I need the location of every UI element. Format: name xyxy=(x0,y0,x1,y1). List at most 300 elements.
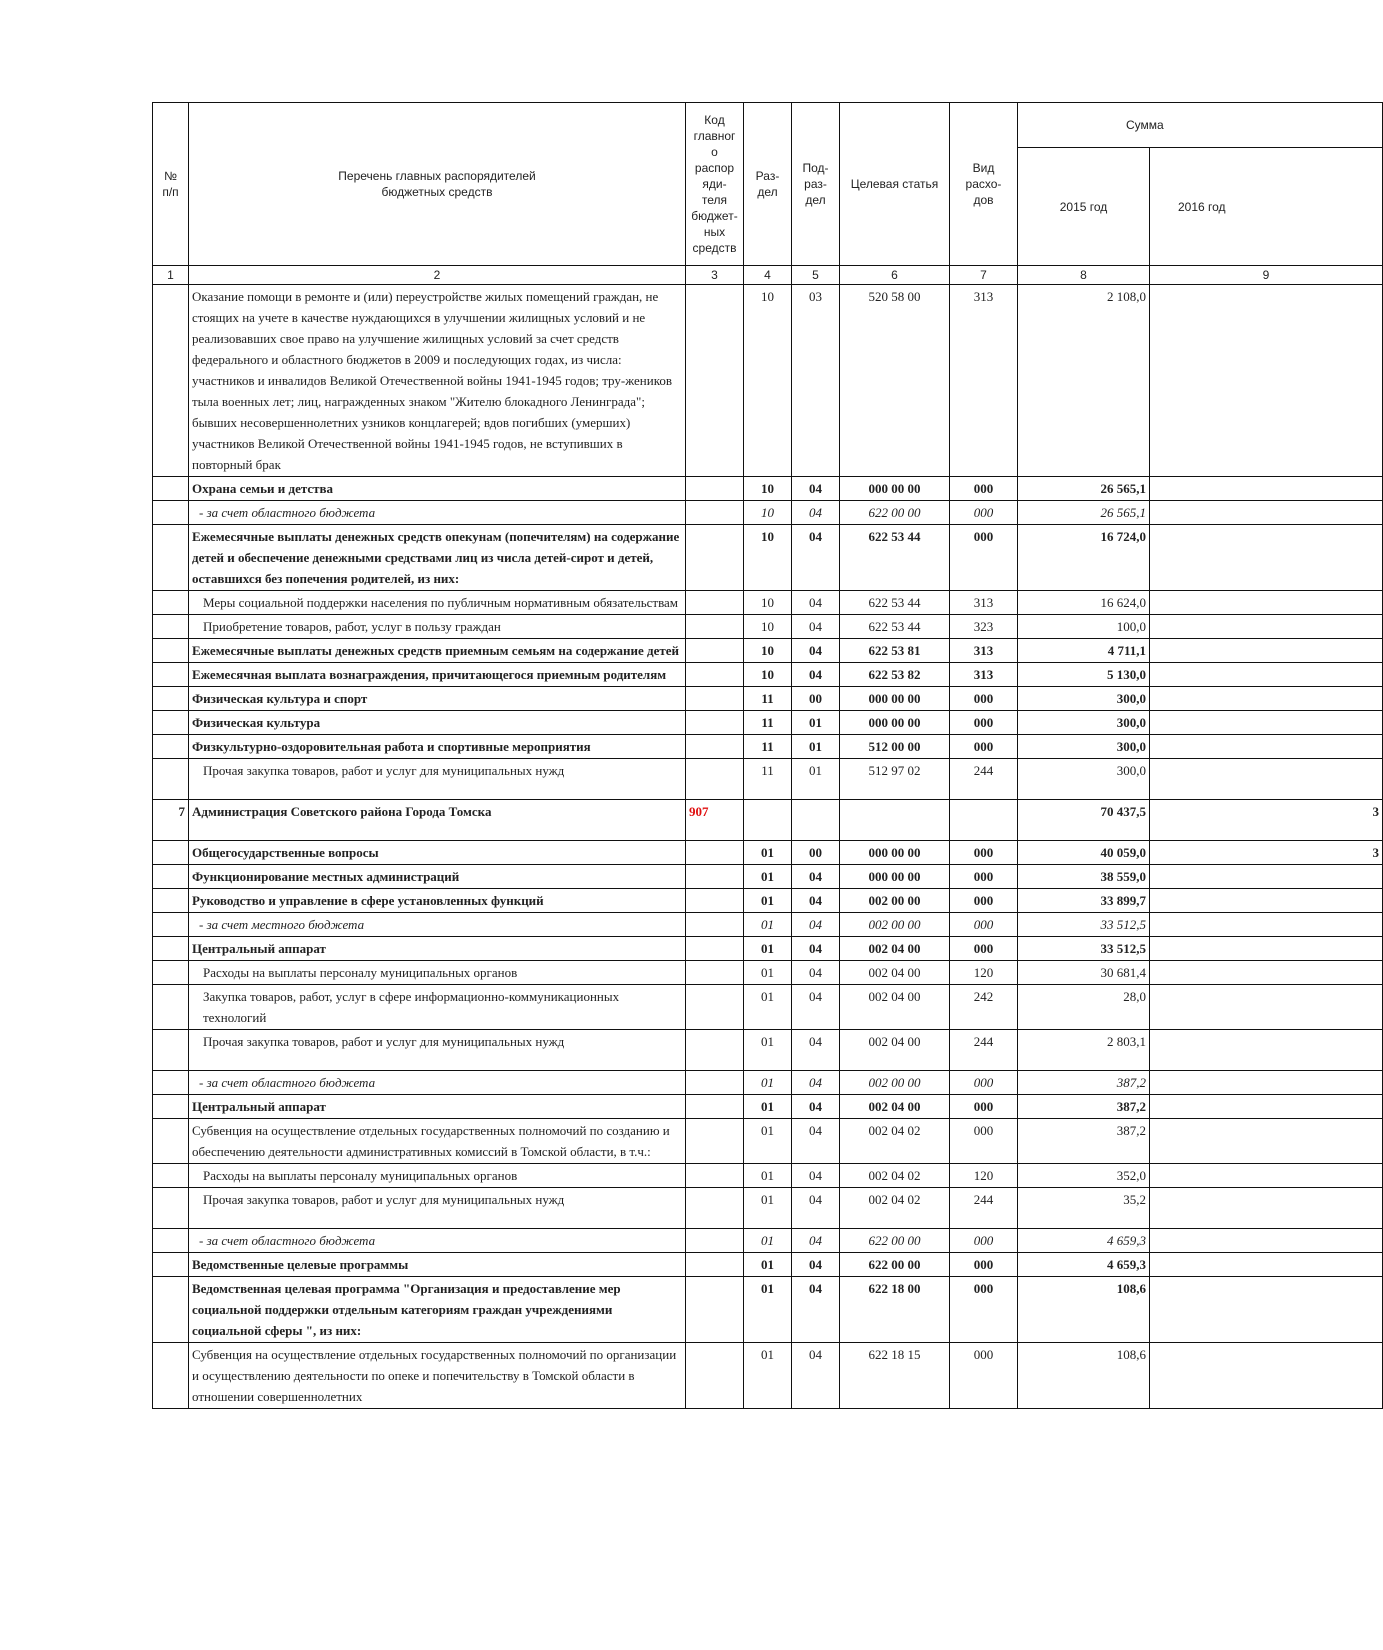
cell-s2015: 16 724,0 xyxy=(1018,525,1150,591)
cell-no xyxy=(153,591,189,615)
cell-prz: 04 xyxy=(792,1095,840,1119)
table-row xyxy=(153,525,1383,591)
cell-no xyxy=(153,759,189,800)
cell-prz: 04 xyxy=(792,477,840,501)
cell-no xyxy=(153,961,189,985)
cell-name: Ежемесячные выплаты денежных средств опекунам (попечителям) на содержание детей и обеспечение денежными средствами лиц из числа детей-сирот и детей, оставшихся без попечения родителей, из них: xyxy=(189,525,686,591)
cell-vr: 313 xyxy=(950,285,1018,477)
cell-s2016 xyxy=(1150,1188,1383,1229)
cell-no xyxy=(153,687,189,711)
cell-no xyxy=(153,525,189,591)
cell-prz: 04 xyxy=(792,615,840,639)
cell-code xyxy=(686,865,744,889)
cell-name: Охрана семьи и детства xyxy=(189,477,686,501)
cell-s2015: 26 565,1 xyxy=(1018,477,1150,501)
cell-no xyxy=(153,1229,189,1253)
header-summa: Сумма xyxy=(1018,103,1383,148)
cell-vr: 000 xyxy=(950,525,1018,591)
cell-name: Приобретение товаров, работ, услуг в пользу граждан xyxy=(189,615,686,639)
cell-cs: 000 00 00 xyxy=(840,841,950,865)
cell-s2015: 108,6 xyxy=(1018,1277,1150,1343)
cell-cs: 622 00 00 xyxy=(840,1253,950,1277)
cell-vr: 000 xyxy=(950,735,1018,759)
cell-s2015: 38 559,0 xyxy=(1018,865,1150,889)
colnum: 8 xyxy=(1018,266,1150,285)
cell-s2016 xyxy=(1150,639,1383,663)
cell-rz: 10 xyxy=(744,639,792,663)
cell-rz: 10 xyxy=(744,591,792,615)
cell-code xyxy=(686,1095,744,1119)
table-row xyxy=(153,841,1383,865)
cell-rz: 10 xyxy=(744,615,792,639)
cell-cs: 002 04 02 xyxy=(840,1188,950,1229)
cell-rz: 01 xyxy=(744,865,792,889)
cell-s2015: 4 711,1 xyxy=(1018,639,1150,663)
cell-prz: 04 xyxy=(792,1343,840,1409)
cell-no xyxy=(153,1253,189,1277)
cell-vr: 000 xyxy=(950,477,1018,501)
table-row xyxy=(153,501,1383,525)
cell-vr: 323 xyxy=(950,615,1018,639)
cell-code xyxy=(686,889,744,913)
cell-s2015: 35,2 xyxy=(1018,1188,1150,1229)
cell-no xyxy=(153,639,189,663)
cell-name: Прочая закупка товаров, работ и услуг для муниципальных нужд xyxy=(189,759,686,800)
table-row xyxy=(153,961,1383,985)
cell-s2016 xyxy=(1150,735,1383,759)
cell-code xyxy=(686,1343,744,1409)
cell-s2015: 387,2 xyxy=(1018,1119,1150,1164)
cell-rz: 01 xyxy=(744,889,792,913)
cell-cs: 002 04 00 xyxy=(840,1030,950,1071)
cell-name: Закупка товаров, работ, услуг в сфере информационно-коммуникационных технологий xyxy=(189,985,686,1030)
cell-no xyxy=(153,841,189,865)
cell-cs: 002 04 00 xyxy=(840,985,950,1030)
cell-vr: 313 xyxy=(950,663,1018,687)
cell-vr: 000 xyxy=(950,1119,1018,1164)
cell-cs: 622 53 44 xyxy=(840,615,950,639)
header-year-2015: 2015 год xyxy=(1018,148,1150,266)
cell-name: - за счет областного бюджета xyxy=(189,501,686,525)
cell-prz: 01 xyxy=(792,711,840,735)
cell-code xyxy=(686,615,744,639)
cell-cs: 622 53 81 xyxy=(840,639,950,663)
cell-name: Расходы на выплаты персоналу муниципальных органов xyxy=(189,961,686,985)
cell-prz: 04 xyxy=(792,1030,840,1071)
cell-code: 907 xyxy=(686,800,744,841)
cell-cs: 622 00 00 xyxy=(840,1229,950,1253)
cell-no xyxy=(153,1030,189,1071)
cell-no xyxy=(153,1188,189,1229)
cell-s2015: 26 565,1 xyxy=(1018,501,1150,525)
cell-s2015: 300,0 xyxy=(1018,735,1150,759)
cell-s2015: 352,0 xyxy=(1018,1164,1150,1188)
cell-s2016: 3 xyxy=(1150,800,1383,841)
cell-name: Прочая закупка товаров, работ и услуг для муниципальных нужд xyxy=(189,1188,686,1229)
cell-no xyxy=(153,1071,189,1095)
cell-name: - за счет областного бюджета xyxy=(189,1071,686,1095)
cell-vr: 000 xyxy=(950,889,1018,913)
cell-vr: 000 xyxy=(950,1277,1018,1343)
cell-no xyxy=(153,1164,189,1188)
cell-no xyxy=(153,735,189,759)
cell-prz: 04 xyxy=(792,501,840,525)
cell-prz: 04 xyxy=(792,525,840,591)
cell-prz: 04 xyxy=(792,663,840,687)
cell-prz: 04 xyxy=(792,889,840,913)
cell-no xyxy=(153,889,189,913)
cell-s2015: 33 512,5 xyxy=(1018,913,1150,937)
cell-code xyxy=(686,525,744,591)
cell-rz: 01 xyxy=(744,1119,792,1164)
cell-cs: 000 00 00 xyxy=(840,477,950,501)
cell-name: Прочая закупка товаров, работ и услуг для муниципальных нужд xyxy=(189,1030,686,1071)
cell-s2015: 387,2 xyxy=(1018,1095,1150,1119)
cell-no xyxy=(153,937,189,961)
header-num: № п/п xyxy=(153,103,189,266)
cell-name: Ведомственная целевая программа "Организация и предоставление мер социальной поддержки отдельным категориям граждан учреждениями социальной сферы ", из них: xyxy=(189,1277,686,1343)
cell-code xyxy=(686,639,744,663)
cell-name: Ежемесячная выплата вознаграждения, причитающегося приемным родителям xyxy=(189,663,686,687)
cell-rz: 01 xyxy=(744,1277,792,1343)
cell-name: Ежемесячные выплаты денежных средств приемным семьям на содержание детей xyxy=(189,639,686,663)
table-row xyxy=(153,759,1383,800)
cell-s2015: 2 803,1 xyxy=(1018,1030,1150,1071)
table-row xyxy=(153,1119,1383,1164)
table-row xyxy=(153,889,1383,913)
cell-no xyxy=(153,865,189,889)
table-row xyxy=(153,639,1383,663)
cell-s2016 xyxy=(1150,1253,1383,1277)
cell-cs: 002 04 02 xyxy=(840,1164,950,1188)
cell-name: - за счет областного бюджета xyxy=(189,1229,686,1253)
table-row xyxy=(153,913,1383,937)
header-name: Перечень главных распорядителей бюджетных средств xyxy=(189,103,686,266)
header-year-2016: 2016 год xyxy=(1150,148,1383,266)
cell-s2016 xyxy=(1150,1277,1383,1343)
cell-rz: 11 xyxy=(744,735,792,759)
cell-name: Центральный аппарат xyxy=(189,1095,686,1119)
cell-s2016 xyxy=(1150,477,1383,501)
cell-code xyxy=(686,913,744,937)
cell-name: Физическая культура и спорт xyxy=(189,687,686,711)
cell-cs: 512 97 02 xyxy=(840,759,950,800)
table-row xyxy=(153,1343,1383,1409)
cell-rz: 01 xyxy=(744,1030,792,1071)
cell-cs: 002 04 00 xyxy=(840,937,950,961)
cell-s2016 xyxy=(1150,525,1383,591)
cell-vr: 313 xyxy=(950,639,1018,663)
cell-no xyxy=(153,615,189,639)
table-row xyxy=(153,591,1383,615)
table-row xyxy=(153,1164,1383,1188)
cell-rz xyxy=(744,800,792,841)
cell-s2015: 33 512,5 xyxy=(1018,937,1150,961)
cell-rz: 01 xyxy=(744,985,792,1030)
cell-s2015: 30 681,4 xyxy=(1018,961,1150,985)
cell-rz: 10 xyxy=(744,663,792,687)
cell-name: Физическая культура xyxy=(189,711,686,735)
cell-prz: 04 xyxy=(792,1188,840,1229)
cell-prz: 04 xyxy=(792,1119,840,1164)
colnum: 6 xyxy=(840,266,950,285)
cell-rz: 10 xyxy=(744,501,792,525)
colnum: 7 xyxy=(950,266,1018,285)
cell-vr: 000 xyxy=(950,501,1018,525)
cell-code xyxy=(686,961,744,985)
cell-rz: 01 xyxy=(744,841,792,865)
cell-cs: 622 53 44 xyxy=(840,525,950,591)
cell-name: - за счет местного бюджета xyxy=(189,913,686,937)
cell-prz: 04 xyxy=(792,1277,840,1343)
table-row xyxy=(153,1188,1383,1229)
cell-no xyxy=(153,285,189,477)
cell-name: Центральный аппарат xyxy=(189,937,686,961)
cell-rz: 01 xyxy=(744,1095,792,1119)
cell-code xyxy=(686,1229,744,1253)
cell-prz: 04 xyxy=(792,591,840,615)
cell-s2016 xyxy=(1150,889,1383,913)
cell-s2015: 300,0 xyxy=(1018,759,1150,800)
cell-prz: 04 xyxy=(792,1229,840,1253)
cell-rz: 01 xyxy=(744,1229,792,1253)
cell-rz: 11 xyxy=(744,687,792,711)
cell-code xyxy=(686,285,744,477)
table-row xyxy=(153,1253,1383,1277)
cell-code xyxy=(686,591,744,615)
cell-prz: 04 xyxy=(792,1164,840,1188)
colnum: 9 xyxy=(1150,266,1383,285)
cell-s2015: 4 659,3 xyxy=(1018,1253,1150,1277)
cell-code xyxy=(686,1119,744,1164)
cell-prz: 04 xyxy=(792,639,840,663)
table-row xyxy=(153,285,1383,477)
cell-no: 7 xyxy=(153,800,189,841)
cell-rz: 01 xyxy=(744,1188,792,1229)
cell-cs: 622 53 82 xyxy=(840,663,950,687)
cell-no xyxy=(153,1095,189,1119)
cell-no xyxy=(153,1277,189,1343)
header-target: Целевая статья xyxy=(840,103,950,266)
table-body xyxy=(153,285,1383,1409)
cell-cs: 000 00 00 xyxy=(840,865,950,889)
cell-code xyxy=(686,1030,744,1071)
cell-s2016 xyxy=(1150,865,1383,889)
cell-no xyxy=(153,663,189,687)
cell-s2016 xyxy=(1150,1343,1383,1409)
cell-rz: 01 xyxy=(744,961,792,985)
cell-no xyxy=(153,711,189,735)
cell-name: Физкультурно-оздоровительная работа и спортивные мероприятия xyxy=(189,735,686,759)
cell-s2016 xyxy=(1150,985,1383,1030)
cell-vr: 244 xyxy=(950,1188,1018,1229)
cell-name: Расходы на выплаты персоналу муниципальных органов xyxy=(189,1164,686,1188)
cell-no xyxy=(153,1343,189,1409)
cell-code xyxy=(686,1277,744,1343)
header-vid: Вид расхо- дов xyxy=(950,103,1018,266)
cell-name: Общегосударственные вопросы xyxy=(189,841,686,865)
cell-cs: 002 04 00 xyxy=(840,961,950,985)
cell-name: Ведомственные целевые программы xyxy=(189,1253,686,1277)
cell-s2016 xyxy=(1150,1164,1383,1188)
cell-vr: 000 xyxy=(950,711,1018,735)
cell-prz: 01 xyxy=(792,759,840,800)
cell-vr xyxy=(950,800,1018,841)
cell-no xyxy=(153,501,189,525)
cell-rz: 10 xyxy=(744,525,792,591)
cell-cs: 002 00 00 xyxy=(840,1071,950,1095)
cell-name: Меры социальной поддержки населения по публичным нормативным обязательствам xyxy=(189,591,686,615)
cell-s2016 xyxy=(1150,663,1383,687)
colnum: 2 xyxy=(189,266,686,285)
cell-code xyxy=(686,663,744,687)
cell-s2015: 108,6 xyxy=(1018,1343,1150,1409)
cell-cs: 002 00 00 xyxy=(840,913,950,937)
cell-prz: 03 xyxy=(792,285,840,477)
cell-s2016 xyxy=(1150,937,1383,961)
cell-name: Оказание помощи в ремонте и (или) переустройстве жилых помещений граждан, не стоящих на учете в качестве нуждающихся в улучшении жилищных условий и не реализовавших свое право на улучшение жилищных условий за счет средств федерального и областного бюджетов в 2009 и последующих годах, из числа: участников и инвалидов Великой Отечественной войны 1941-1945 годов; тру-жеников тыла военных лет; лиц, награжденных знаком "Жителю блокадного Ленинграда"; бывших несовершеннолетних узников концлагерей; вдов погибших (умерших) участников Великой Отечественной войны 1941-1945 годов, не вступивших в повторный брак xyxy=(189,285,686,477)
table-row xyxy=(153,687,1383,711)
cell-prz: 04 xyxy=(792,961,840,985)
table-header xyxy=(153,103,1383,285)
cell-no xyxy=(153,985,189,1030)
cell-s2015: 300,0 xyxy=(1018,711,1150,735)
cell-code xyxy=(686,1164,744,1188)
cell-vr: 120 xyxy=(950,961,1018,985)
cell-name: Руководство и управление в сфере установленных функций xyxy=(189,889,686,913)
cell-rz: 01 xyxy=(744,1253,792,1277)
cell-code xyxy=(686,711,744,735)
cell-s2016 xyxy=(1150,687,1383,711)
cell-prz: 04 xyxy=(792,865,840,889)
cell-name: Субвенция на осуществление отдельных государственных полномочий по созданию и обеспечению деятельности административных комиссий в Томской области, в т.ч.: xyxy=(189,1119,686,1164)
table-row xyxy=(153,1229,1383,1253)
colnum: 4 xyxy=(744,266,792,285)
cell-code xyxy=(686,477,744,501)
cell-s2016 xyxy=(1150,961,1383,985)
cell-prz: 00 xyxy=(792,687,840,711)
cell-s2015: 4 659,3 xyxy=(1018,1229,1150,1253)
table-row xyxy=(153,663,1383,687)
cell-name: Администрация Советского района Города Томска xyxy=(189,800,686,841)
cell-vr: 313 xyxy=(950,591,1018,615)
cell-no xyxy=(153,913,189,937)
cell-code xyxy=(686,501,744,525)
cell-s2016 xyxy=(1150,591,1383,615)
cell-code xyxy=(686,1188,744,1229)
cell-prz: 00 xyxy=(792,841,840,865)
cell-vr: 244 xyxy=(950,1030,1018,1071)
cell-cs: 622 18 00 xyxy=(840,1277,950,1343)
cell-s2016 xyxy=(1150,501,1383,525)
budget-table-viewport xyxy=(152,102,1379,1650)
cell-s2016 xyxy=(1150,1095,1383,1119)
header-razdel: Раз- дел xyxy=(744,103,792,266)
cell-s2016 xyxy=(1150,1071,1383,1095)
cell-s2015: 40 059,0 xyxy=(1018,841,1150,865)
table-row xyxy=(153,1071,1383,1095)
column-numbers-row xyxy=(153,266,1383,285)
cell-s2016 xyxy=(1150,1229,1383,1253)
cell-rz: 11 xyxy=(744,711,792,735)
cell-vr: 000 xyxy=(950,1229,1018,1253)
cell-s2015: 5 130,0 xyxy=(1018,663,1150,687)
cell-s2016 xyxy=(1150,711,1383,735)
cell-code xyxy=(686,937,744,961)
cell-s2015: 70 437,5 xyxy=(1018,800,1150,841)
cell-vr: 244 xyxy=(950,759,1018,800)
cell-vr: 000 xyxy=(950,1071,1018,1095)
cell-code xyxy=(686,841,744,865)
cell-vr: 120 xyxy=(950,1164,1018,1188)
cell-cs: 000 00 00 xyxy=(840,687,950,711)
colnum: 1 xyxy=(153,266,189,285)
header-code: Код главног о распор яди- теля бюджет- ных средств xyxy=(686,103,744,266)
cell-s2016 xyxy=(1150,1030,1383,1071)
cell-s2016 xyxy=(1150,1119,1383,1164)
cell-rz: 01 xyxy=(744,1343,792,1409)
cell-cs: 622 00 00 xyxy=(840,501,950,525)
cell-s2016: 3 xyxy=(1150,841,1383,865)
cell-prz: 04 xyxy=(792,1071,840,1095)
cell-no xyxy=(153,477,189,501)
cell-s2016 xyxy=(1150,615,1383,639)
cell-cs: 002 04 02 xyxy=(840,1119,950,1164)
cell-cs: 000 00 00 xyxy=(840,711,950,735)
table-row xyxy=(153,865,1383,889)
budget-table xyxy=(152,102,1383,1409)
cell-rz: 01 xyxy=(744,913,792,937)
table-row xyxy=(153,735,1383,759)
cell-cs: 002 04 00 xyxy=(840,1095,950,1119)
cell-rz: 10 xyxy=(744,477,792,501)
cell-s2016 xyxy=(1150,285,1383,477)
table-row xyxy=(153,985,1383,1030)
cell-s2015: 33 899,7 xyxy=(1018,889,1150,913)
cell-s2015: 28,0 xyxy=(1018,985,1150,1030)
cell-s2015: 2 108,0 xyxy=(1018,285,1150,477)
cell-prz: 04 xyxy=(792,985,840,1030)
cell-rz: 01 xyxy=(744,1164,792,1188)
cell-cs: 622 53 44 xyxy=(840,591,950,615)
cell-code xyxy=(686,985,744,1030)
cell-name: Функционирование местных администраций xyxy=(189,865,686,889)
table-row xyxy=(153,1277,1383,1343)
cell-vr: 000 xyxy=(950,937,1018,961)
cell-vr: 000 xyxy=(950,687,1018,711)
table-row xyxy=(153,800,1383,841)
cell-s2015: 387,2 xyxy=(1018,1071,1150,1095)
cell-prz: 04 xyxy=(792,913,840,937)
cell-cs: 520 58 00 xyxy=(840,285,950,477)
cell-s2016 xyxy=(1150,759,1383,800)
cell-cs xyxy=(840,800,950,841)
cell-prz: 04 xyxy=(792,937,840,961)
cell-code xyxy=(686,1253,744,1277)
cell-cs: 512 00 00 xyxy=(840,735,950,759)
table-row xyxy=(153,1095,1383,1119)
cell-rz: 11 xyxy=(744,759,792,800)
cell-s2016 xyxy=(1150,913,1383,937)
cell-vr: 242 xyxy=(950,985,1018,1030)
cell-s2015: 300,0 xyxy=(1018,687,1150,711)
cell-cs: 622 18 15 xyxy=(840,1343,950,1409)
table-row xyxy=(153,937,1383,961)
cell-vr: 000 xyxy=(950,1095,1018,1119)
table-row xyxy=(153,615,1383,639)
cell-code xyxy=(686,687,744,711)
cell-s2015: 16 624,0 xyxy=(1018,591,1150,615)
